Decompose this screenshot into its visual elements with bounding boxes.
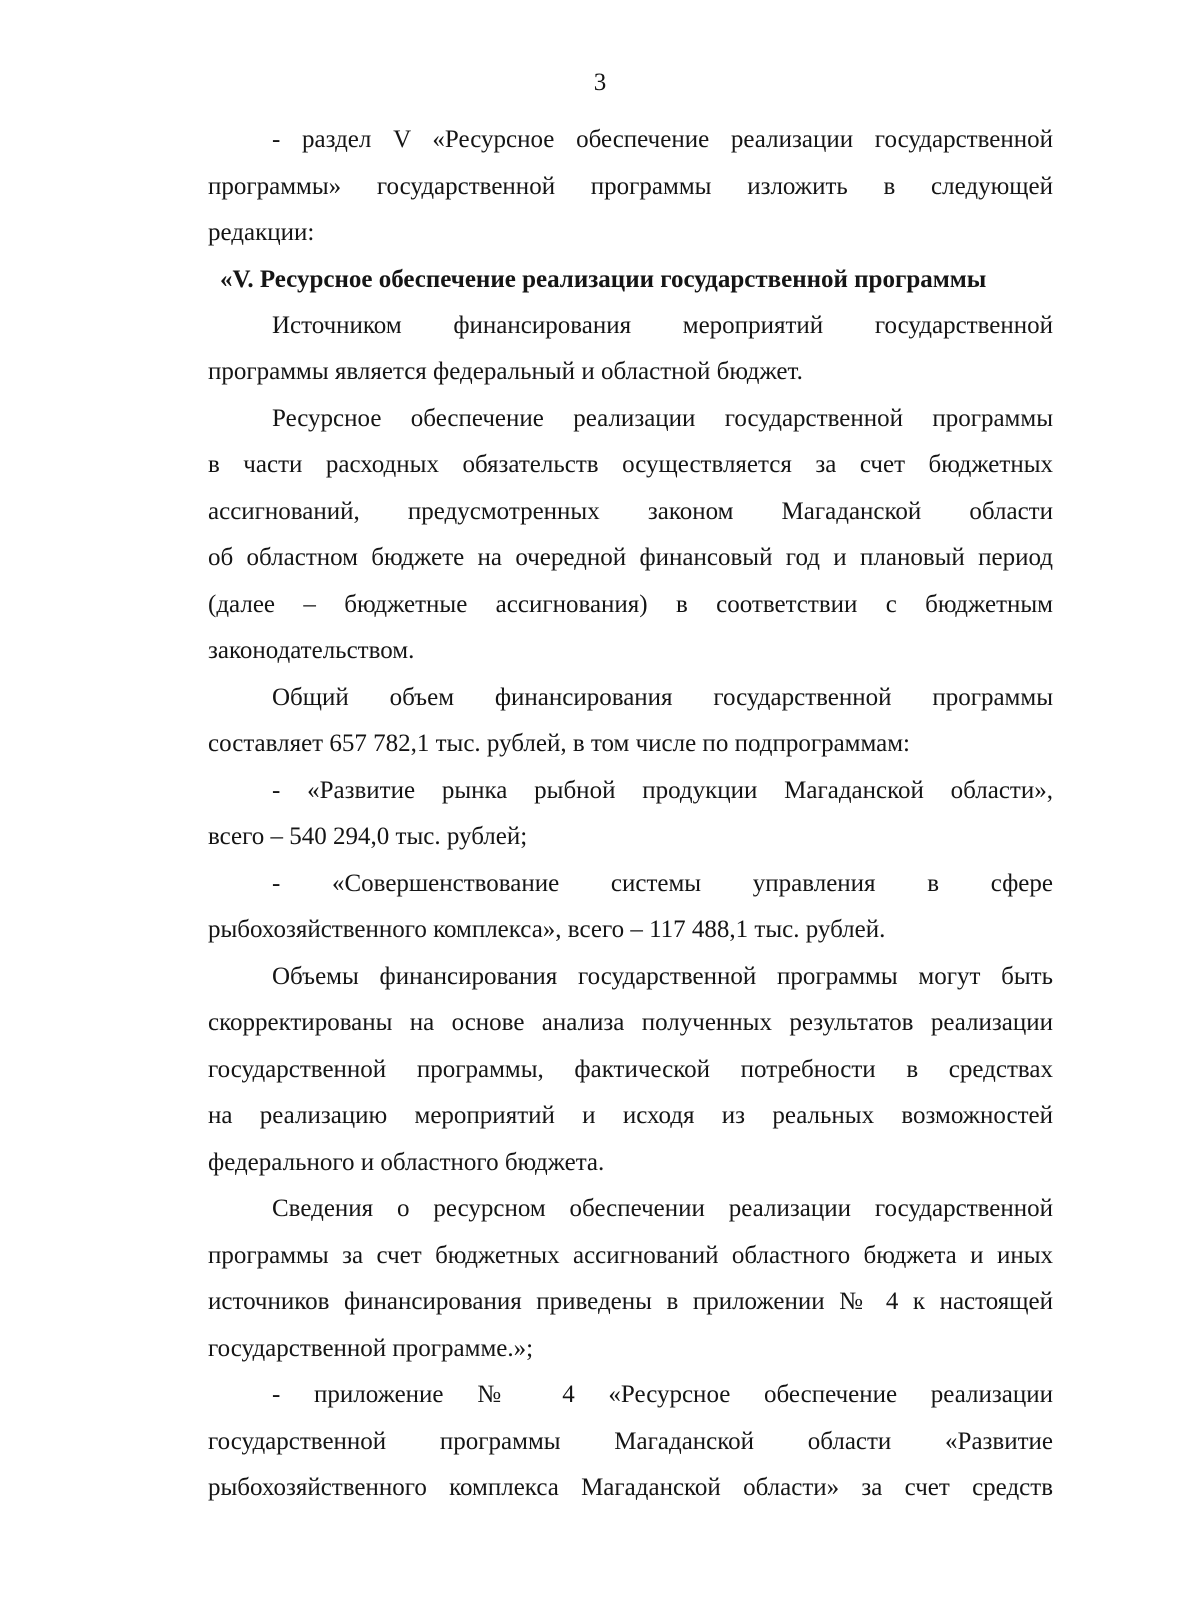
text-line: Сведения о ресурсном обеспечении реализации государственной [272,1195,1053,1222]
text-line: ассигнований, предусмотренных законом Магаданской области [208,498,1053,525]
text-line: программы» государственной программы изложить в следующей [208,173,1053,200]
text-line: Ресурсное обеспечение реализации государственной программы [272,405,1053,432]
text-line: скорректированы на основе анализа полученных результатов реализации [208,1009,1053,1036]
text-line: редакции: [208,219,315,246]
text-line: - «Развитие рынка рыбной продукции Магаданской области», [272,777,1053,804]
text-line: государственной программы Магаданской области «Развитие [208,1428,1053,1455]
text-line: законодательством. [208,637,415,664]
text-line: на реализацию мероприятий и исходя из реальных возможностей [208,1102,1053,1129]
text-line: Источником финансирования мероприятий государственной [272,312,1053,339]
text-line: государственной программе.»; [208,1335,534,1362]
text-line: федерального и областного бюджета. [208,1149,605,1176]
text-line: в части расходных обязательств осуществляется за счет бюджетных [208,451,1053,478]
text-line: рыбохозяйственного комплекса», всего – 117 488,1 тыс. рублей. [208,916,886,943]
text-line: составляет 657 782,1 тыс. рублей, в том числе по подпрограммам: [208,730,911,757]
text-line: Общий объем финансирования государственной программы [272,684,1053,711]
section-heading: «V. Ресурсное обеспечение реализации государственной программы [220,266,987,293]
text-line: программы является федеральный и областной бюджет. [208,358,803,385]
page-number: 3 [593,69,607,96]
text-line: источников финансирования приведены в приложении № 4 к настоящей [208,1288,1053,1315]
text-line: рыбохозяйственного комплекса Магаданской области» за счет средств [208,1474,1053,1501]
text-line: - раздел V «Ресурсное обеспечение реализации государственной [272,126,1053,153]
text-line: - «Совершенствование системы управления в сфере [272,870,1053,897]
text-line: государственной программы, фактической потребности в средствах [208,1056,1053,1083]
text-line: об областном бюджете на очередной финансовый год и плановый период [208,544,1053,571]
text-line: программы за счет бюджетных ассигнований областного бюджета и иных [208,1242,1053,1269]
text-line: - приложение № 4 «Ресурсное обеспечение реализации [272,1381,1053,1408]
text-line: (далее – бюджетные ассигнования) в соответствии с бюджетным [208,591,1053,618]
text-line: всего – 540 294,0 тыс. рублей; [208,823,528,850]
text-line: Объемы финансирования государственной программы могут быть [272,963,1053,990]
